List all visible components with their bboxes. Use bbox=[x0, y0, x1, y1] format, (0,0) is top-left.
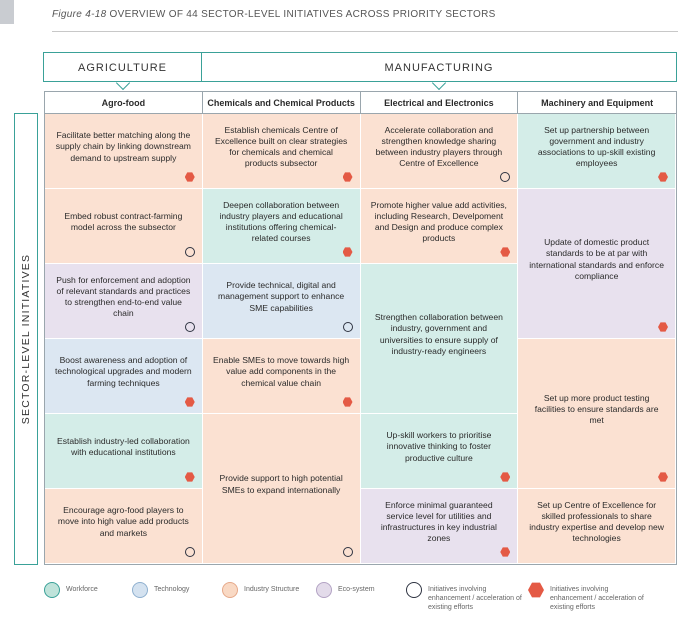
header-electrical: Electrical and Electronics bbox=[361, 92, 519, 114]
legend-item-workforce bbox=[44, 582, 98, 598]
legend-label: Initiatives involving enhancement / acceleration of existing efforts bbox=[428, 586, 522, 611]
hexagon-marker-icon bbox=[658, 172, 668, 182]
legend-label: Industry Structure bbox=[244, 586, 300, 593]
hexagon-marker-icon bbox=[343, 397, 353, 407]
header-chemicals: Chemicals and Chemical Products bbox=[203, 92, 361, 114]
initiative-text: Encourage agro-food players to move into high value add products and markets bbox=[57, 505, 189, 538]
initiative-cell bbox=[45, 414, 203, 489]
initiative-text: Boost awareness and adoption of technological upgrades and modern farming techniques bbox=[55, 355, 192, 388]
initiative-text: Embed robust contract-farming model across the subsector bbox=[64, 210, 183, 232]
hexagon-marker-icon bbox=[658, 472, 668, 482]
initiative-cell bbox=[361, 264, 519, 414]
initiative-text: Strengthen collaboration between industry, government and universities to ensure supply of industry-ready engineers bbox=[374, 312, 503, 356]
initiative-text: Set up more product testing facilities to ensure standards are met bbox=[534, 392, 659, 426]
initiative-text: Update of domestic product standards to be at par with international standards and enforce compliance bbox=[529, 237, 664, 281]
figure-title-text: OVERVIEW OF 44 SECTOR-LEVEL INITIATIVES ACROSS PRIORITY SECTORS bbox=[109, 9, 496, 20]
hexagon-marker-icon bbox=[658, 322, 668, 332]
circle-marker-icon bbox=[185, 547, 195, 557]
initiative-text: Facilitate better matching along the supply chain by linking downstream demand to upstream supply bbox=[55, 130, 191, 163]
hexagon-marker-icon bbox=[343, 172, 353, 182]
initiative-text: Set up Centre of Excellence for skilled professionals to share industry expertise and develop new technologies bbox=[529, 499, 664, 544]
initiative-text: Establish industry-led collaboration with educational institutions bbox=[56, 435, 190, 457]
legend-item-hexagon bbox=[528, 582, 650, 612]
initiative-text: Enforce minimal guaranteed service level for utilities and infrastructures in key industrial zones bbox=[380, 499, 497, 544]
figure-title bbox=[52, 9, 496, 20]
initiative-text: Push for enforcement and adoption of relevant standards and practices to strengthen end-to-end value chain bbox=[56, 274, 191, 319]
initiative-cell bbox=[203, 189, 361, 264]
sector-agriculture-label: AGRICULTURE bbox=[77, 61, 168, 74]
initiative-cell bbox=[518, 114, 676, 189]
initiative-text: Provide support to high potential SMEs to expand internationally bbox=[219, 473, 343, 495]
initiatives-grid bbox=[44, 91, 677, 565]
legend-item-circle bbox=[406, 582, 528, 612]
circle-marker-icon bbox=[343, 322, 353, 332]
circle-marker-icon bbox=[500, 172, 510, 182]
legend-item-industry bbox=[222, 582, 299, 598]
circle-marker-icon bbox=[343, 547, 353, 557]
sector-manufacturing bbox=[202, 52, 677, 82]
corner-tab bbox=[0, 0, 14, 24]
header-machinery: Machinery and Equipment bbox=[518, 92, 676, 114]
legend-item-ecosystem bbox=[316, 582, 375, 598]
initiative-cell bbox=[45, 264, 203, 339]
ecosystem-swatch-icon bbox=[316, 582, 332, 598]
legend bbox=[44, 578, 684, 618]
initiative-text: Enable SMEs to move towards high value add components in the chemical value chain bbox=[213, 355, 350, 388]
figure-number: Figure 4-18 bbox=[52, 9, 107, 20]
side-label: SECTOR-LEVEL INITIATIVES bbox=[20, 253, 32, 425]
technology-swatch-icon bbox=[132, 582, 148, 598]
legend-label: Eco-system bbox=[338, 586, 375, 593]
workforce-swatch-icon bbox=[44, 582, 60, 598]
initiative-cell bbox=[45, 114, 203, 189]
initiative-cell bbox=[45, 489, 203, 564]
hexagon-marker-icon bbox=[500, 547, 510, 557]
sector-bracket-base bbox=[43, 81, 677, 82]
initiative-cell bbox=[203, 264, 361, 339]
initiative-cell bbox=[45, 339, 203, 414]
initiative-cell bbox=[361, 114, 519, 189]
circle-marker-icon bbox=[185, 322, 195, 332]
initiative-text: Provide technical, digital and management support to enhance SME capabilities bbox=[218, 280, 345, 313]
initiative-cell bbox=[361, 414, 519, 489]
legend-item-technology bbox=[132, 582, 189, 598]
hexagon-marker-icon bbox=[500, 472, 510, 482]
industry-swatch-icon bbox=[222, 582, 238, 598]
hexagon-marker-icon bbox=[185, 172, 195, 182]
initiative-text: Set up partnership between government and industry associations to up-skill existing employees bbox=[537, 124, 656, 169]
initiative-cell bbox=[203, 339, 361, 414]
initiative-cell bbox=[518, 489, 676, 564]
hexagon-marker-icon bbox=[343, 247, 353, 257]
circle-marker-icon bbox=[406, 582, 422, 598]
initiative-text: Deepen collaboration between industry players and educational institutions offering chemical-related courses bbox=[219, 199, 343, 244]
initiative-cell bbox=[518, 189, 676, 339]
hexagon-marker-icon bbox=[185, 397, 195, 407]
legend-label: Technology bbox=[154, 586, 190, 593]
initiative-cell bbox=[361, 489, 519, 564]
legend-label: Workforce bbox=[66, 586, 98, 593]
header-agro-food: Agro-food bbox=[45, 92, 203, 114]
initiative-text: Promote higher value add activities, including Research, Develpoment and Design and produce complex products bbox=[370, 199, 507, 244]
sector-manufacturing-label: MANUFACTURING bbox=[384, 61, 494, 74]
hexagon-marker-icon bbox=[528, 582, 544, 598]
hexagon-marker-icon bbox=[500, 247, 510, 257]
circle-marker-icon bbox=[185, 247, 195, 257]
legend-label: Initiatives involving enhancement / acceleration of existing efforts bbox=[550, 586, 644, 611]
initiative-cell bbox=[45, 189, 203, 264]
initiative-text: Accelerate collaboration and strengthen knowledge sharing between industry players through Centre of Excellence bbox=[375, 124, 503, 169]
sector-agriculture-pointer bbox=[115, 76, 129, 90]
initiative-cell bbox=[203, 114, 361, 189]
hexagon-marker-icon bbox=[185, 472, 195, 482]
initiative-text: Up-skill workers to prioritise innovative thinking to foster productive culture bbox=[386, 430, 492, 463]
title-divider bbox=[52, 31, 678, 32]
initiative-text: Establish chemicals Centre of Excellence built on clear strategies for chemicals and chemical products subsector bbox=[214, 124, 348, 169]
initiative-cell bbox=[361, 189, 519, 264]
sector-manufacturing-pointer bbox=[432, 76, 446, 90]
sector-agriculture bbox=[43, 52, 202, 82]
side-label-box bbox=[14, 113, 38, 565]
initiative-cell bbox=[518, 339, 676, 489]
initiative-cell bbox=[203, 414, 361, 564]
